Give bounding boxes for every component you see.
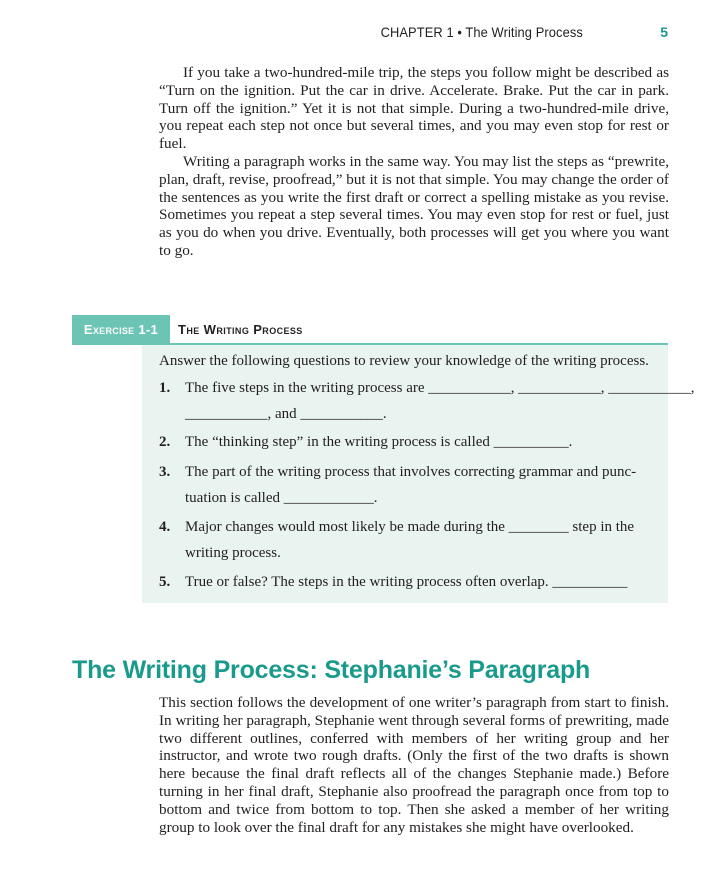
question-number: 2.: [159, 434, 171, 450]
section-heading: The Writing Process: Stephanie’s Paragraph: [72, 656, 591, 684]
exercise-header: [72, 315, 668, 345]
exercise-badge: Exercise 1-1: [72, 315, 170, 345]
question-text: Major changes would most likely be made during the ________ step in the: [185, 519, 635, 535]
question-text: The part of the writing process that involves correcting grammar and punc-: [185, 464, 637, 480]
question-text: True or false? The steps in the writing process often overlap. __________: [185, 574, 628, 590]
exercise-instructions: Answer the following questions to review your knowledge of the writing process.: [159, 353, 649, 369]
question-number: 5.: [159, 574, 171, 590]
exercise-box: [142, 345, 695, 603]
question-text-continued: ___________, and ___________.: [185, 406, 387, 422]
page-number: 5: [660, 24, 668, 40]
intro-paragraph-1: If you take a two-hundred-mile trip, the steps you follow might be described as “Turn on the ignition. Put the car in drive. Accelerate. Brake. Put the car in park. Turn off the ignition.” Yet it is not that simple. During a two-hundred-mile drive, you repeat each step not once but several times, and you may even stop for rest or fuel.: [159, 64, 669, 153]
section-text: [159, 694, 669, 836]
question-text: The “thinking step” in the writing process is called __________.: [185, 434, 573, 450]
question-text: The five steps in the writing process are ___________, ___________, ___________,: [185, 380, 695, 396]
question-text-continued: writing process.: [185, 545, 281, 561]
question-number: 4.: [159, 519, 171, 535]
question-number: 3.: [159, 464, 171, 480]
chapter-title: CHAPTER 1 • The Writing Process: [380, 24, 583, 40]
intro-paragraph-2: Writing a paragraph works in the same way. You may list the steps as “prewrite, plan, draft, revise, proofread,” but it is not that simple. You may change the order of the sentences as you write the first draft or correct a spelling mistake as you revise. Sometimes you repeat a step several times. You may even stop for rest or fuel, just as you do when you drive. Eventually, both processes will get you where you want to go.: [159, 152, 669, 259]
intro-text: [159, 64, 669, 260]
question-text-continued: tuation is called ____________.: [185, 490, 378, 506]
running-head: [0, 24, 726, 44]
exercise-title: The Writing Process: [178, 322, 303, 337]
question-number: 1.: [159, 380, 171, 396]
section-paragraph: This section follows the development of one writer’s paragraph from start to finish. In writing her paragraph, Stephanie went through several forms of prewriting, made two different outlines, conferred with members of her writing group and her instructor, and wrote two rough drafts. (Only the first of the two drafts is shown here because the final draft reflects all of the changes Stephanie made.) Before turning in her final draft, Stephanie also proofread the paragraph once from top to bottom and twice from bottom to top. Then she asked a member of her writing group to look over the final draft for any mistakes she might have overlooked.: [159, 694, 669, 836]
